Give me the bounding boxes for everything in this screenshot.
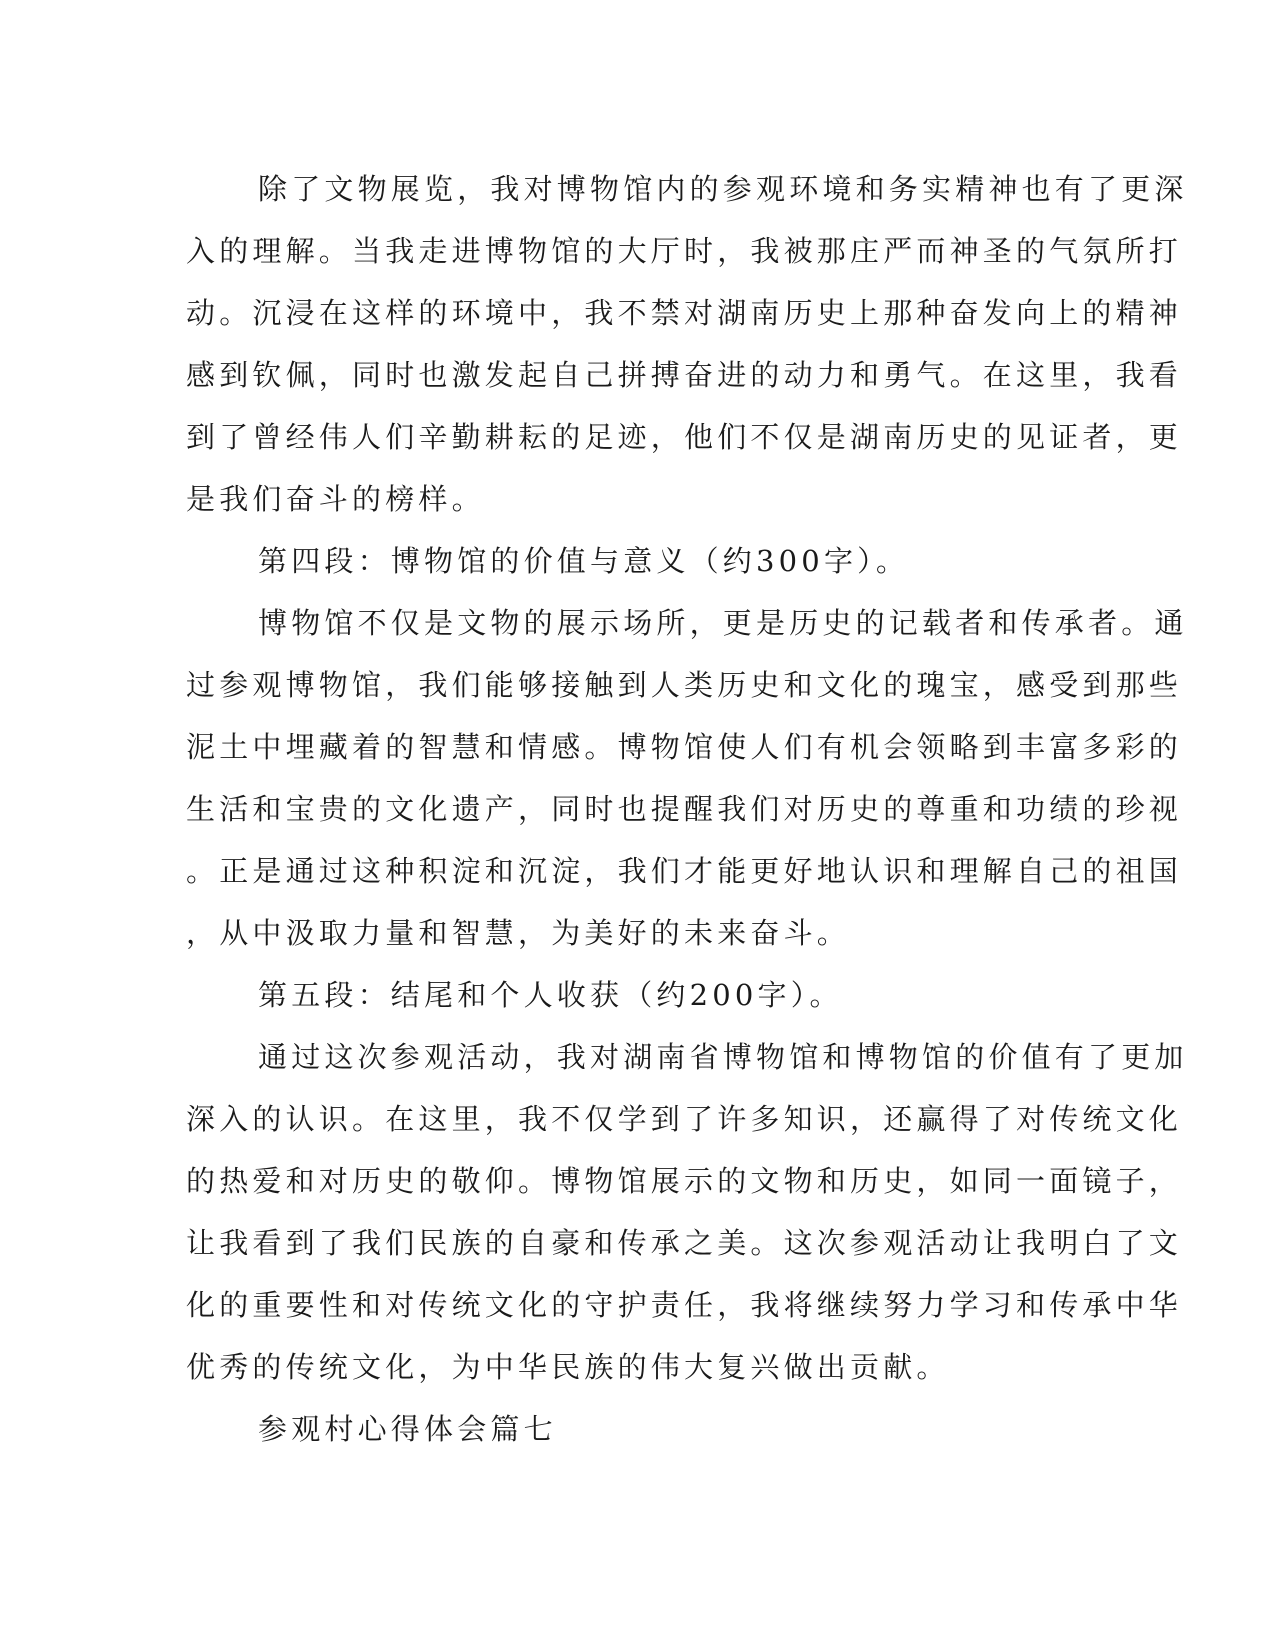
paragraph-museum-value: [186, 592, 1188, 964]
section-heading-five: [186, 964, 1056, 1026]
article-heading-seven: [186, 1398, 1056, 1460]
heading-text: 第五段：结尾和个人收获（约200字）。: [258, 978, 843, 1012]
text-line: 化的重要性和对传统文化的守护责任，我将继续努力学习和传承中华: [186, 1288, 1183, 1322]
text-line: 。正是通过这种积淀和沉淀，我们才能更好地认识和理解自己的祖国: [186, 854, 1183, 888]
section-heading-four: [186, 530, 1056, 592]
text-line: 除了文物展览，我对博物馆内的参观环境和务实精神也有了更深: [258, 172, 1188, 206]
paragraph-conclusion: [186, 1026, 1188, 1398]
text-line: 到了曾经伟人们辛勤耕耘的足迹，他们不仅是湖南历史的见证者，更: [186, 420, 1183, 454]
text-line: 动。沉浸在这样的环境中，我不禁对湖南历史上那种奋发向上的精神: [186, 296, 1183, 330]
text-line: 的热爱和对历史的敬仰。博物馆展示的文物和历史，如同一面镜子，: [186, 1164, 1183, 1198]
text-line: 深入的认识。在这里，我不仅学到了许多知识，还赢得了对传统文化: [186, 1102, 1183, 1136]
heading-text: 参观村心得体会篇七: [258, 1412, 557, 1446]
heading-text: 第四段：博物馆的价值与意义（约300字）。: [258, 544, 910, 578]
text-line: 过参观博物馆，我们能够接触到人类历史和文化的瑰宝，感受到那些: [186, 668, 1183, 702]
text-line: 入的理解。当我走进博物馆的大厅时，我被那庄严而神圣的气氛所打: [186, 234, 1183, 268]
text-line: 优秀的传统文化，为中华民族的伟大复兴做出贡献。: [186, 1350, 950, 1384]
text-line: ，从中汲取力量和智慧，为美好的未来奋斗。: [186, 916, 851, 950]
text-line: 让我看到了我们民族的自豪和传承之美。这次参观活动让我明白了文: [186, 1226, 1183, 1260]
text-line: 是我们奋斗的榜样。: [186, 482, 485, 516]
text-line: 通过这次参观活动，我对湖南省博物馆和博物馆的价值有了更加: [258, 1040, 1188, 1074]
text-line: 泥土中埋藏着的智慧和情感。博物馆使人们有机会领略到丰富多彩的: [186, 730, 1183, 764]
text-line: 博物馆不仅是文物的展示场所，更是历史的记载者和传承者。通: [258, 606, 1188, 640]
text-line: 生活和宝贵的文化遗产，同时也提醒我们对历史的尊重和功绩的珍视: [186, 792, 1183, 826]
text-line: 感到钦佩，同时也激发起自己拼搏奋进的动力和勇气。在这里，我看: [186, 358, 1183, 392]
paragraph-environment: [186, 158, 1188, 530]
document-body: [186, 158, 1188, 1460]
